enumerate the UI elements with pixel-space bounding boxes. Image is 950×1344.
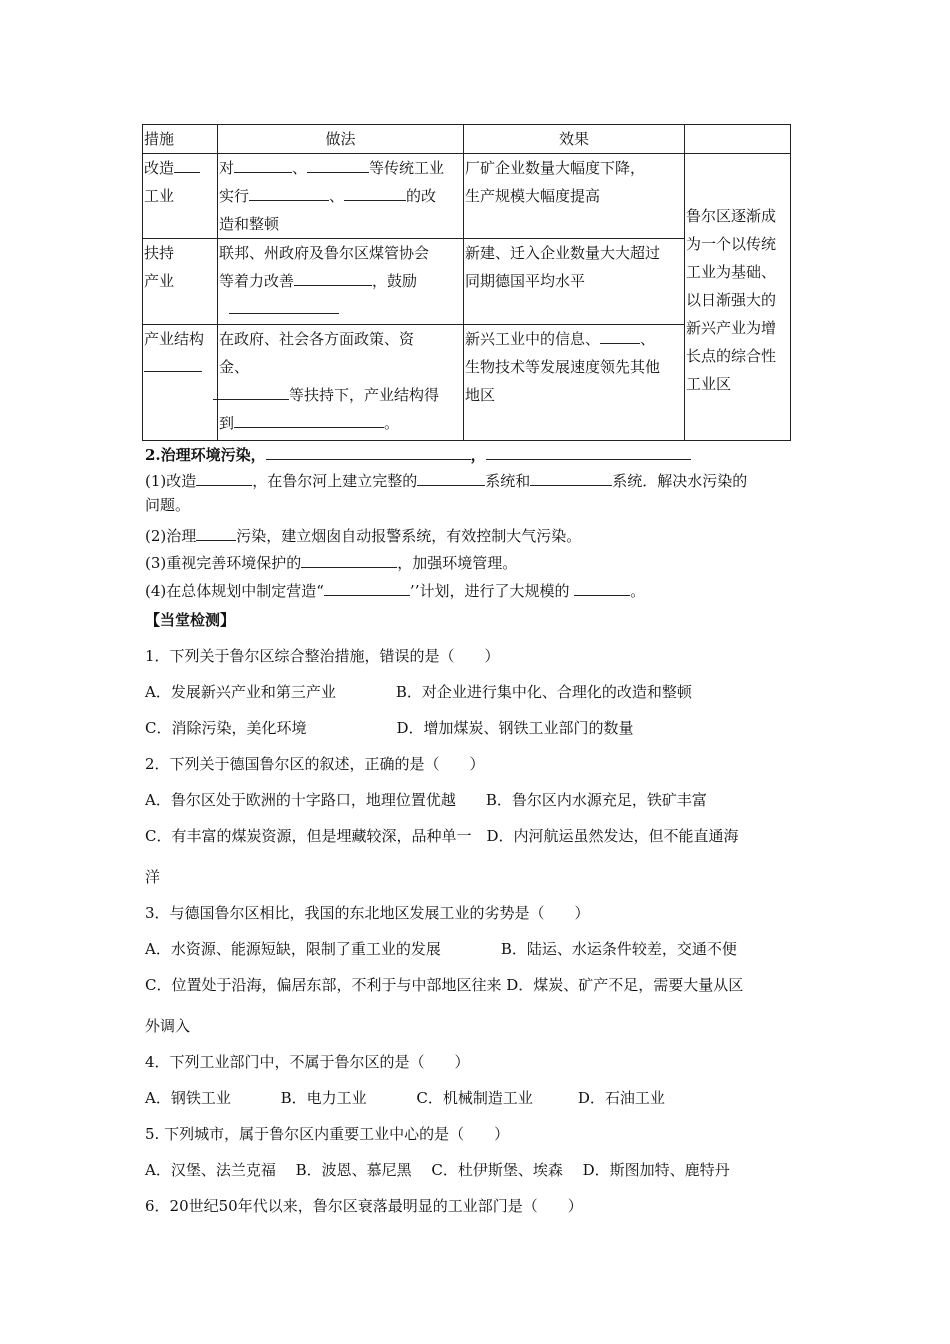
- header-effect: 效果: [464, 125, 685, 154]
- section2-item-1: (1)改造 ，在鲁尔河上建立完整的 系统和 系统．解决水污染的: [145, 467, 747, 492]
- fill-blank: [344, 182, 406, 201]
- test-line: A．钢铁工业 B．电力工业 C．机械制造工业 D．石油工业: [145, 1089, 665, 1107]
- fill-blank: [174, 154, 200, 173]
- fill-blank: [144, 353, 202, 372]
- test-line: 外调入: [145, 1017, 191, 1035]
- test-line: A．发展新兴产业和第三产业 B．对企业进行集中化、合理化的改造和整顿: [145, 683, 692, 701]
- result-cell: 鲁尔区逐渐成 为一个以传统 工业为基础、 以日渐强大的 新兴产业为增 长点的综合性 工业区: [685, 154, 791, 441]
- measure-cell: 产业结构: [143, 325, 218, 441]
- section2-item-1-cont: 问题。: [145, 496, 191, 514]
- fill-blank: [234, 154, 292, 173]
- fill-blank: [196, 522, 236, 541]
- measures-table: [142, 124, 791, 441]
- section2-title: 2.治理环境污染， ，: [145, 441, 691, 466]
- section2-item-4: (4)在总体规划中制定营造“ ’’计划，进行了大规模的 。: [145, 577, 645, 602]
- fill-blank: [574, 577, 630, 596]
- test-heading: 【当堂检测】: [145, 611, 236, 629]
- test-line: 3．与德国鲁尔区相比，我国的东北地区发展工业的劣势是（ ）: [145, 904, 590, 922]
- test-line: A．水资源、能源短缺，限制了重工业的发展 B．陆运、水运条件较差，交通不便: [145, 940, 737, 958]
- fill-blank: [486, 441, 691, 460]
- header-empty: [685, 125, 791, 154]
- test-line: 5. 下列城市，属于鲁尔区内重要工业中心的是（ ）: [145, 1125, 510, 1143]
- method-cell: 对 、 等传统工业 实行 、 的改 造和整顿: [218, 154, 464, 239]
- test-line: C．消除污染，美化环境 D．增加煤炭、钢铁工业部门的数量: [145, 719, 634, 737]
- test-line: 洋: [145, 868, 161, 886]
- effect-cell: 新兴工业中的信息、 、 生物技术等发展速度领先其他 地区: [464, 325, 685, 441]
- fill-blank: [301, 549, 397, 568]
- fill-blank: [266, 441, 471, 460]
- test-line: 4．下列工业部门中，不属于鲁尔区的是（ ）: [145, 1053, 470, 1071]
- table-row: [143, 154, 791, 239]
- method-cell: 联邦、州政府及鲁尔区煤管协会 等着力改善 ，鼓励: [218, 239, 464, 325]
- test-line: C．有丰富的煤炭资源，但是埋藏较深，品种单一 D．内河航运虽然发达，但不能直通海: [145, 827, 739, 845]
- test-line: C．位置处于沿海，偏居东部，不利于与中部地区往来 D．煤炭、矿产不足，需要大量从区: [145, 976, 744, 994]
- fill-blank: [417, 467, 485, 486]
- fill-blank: [530, 467, 612, 486]
- measure-cell: 扶持 产业: [143, 239, 218, 325]
- effect-cell: 厂矿企业数量大幅度下降， 生产规模大幅度提高: [464, 154, 685, 239]
- test-line: 1．下列关于鲁尔区综合整治措施，错误的是（ ）: [145, 647, 500, 665]
- measure-cell: 改造 工业: [143, 154, 218, 239]
- fill-blank: [234, 409, 384, 428]
- test-line: A．鲁尔区处于欧洲的十字路口，地理位置优越 B．鲁尔区内水源充足，铁矿丰富: [145, 791, 707, 809]
- header-method: 做法: [218, 125, 464, 154]
- fill-blank: [229, 295, 339, 314]
- method-cell: 在政府、社会各方面政策、资 金、 等扶持下，产业结构得 到 。: [218, 325, 464, 441]
- fill-blank: [324, 577, 410, 596]
- test-line: 6．20世纪50年代以来，鲁尔区衰落最明显的工业部门是（ ）: [145, 1197, 583, 1215]
- fill-blank: [196, 467, 252, 486]
- fill-blank: [307, 154, 369, 173]
- header-measure: 措施: [143, 125, 218, 154]
- test-line: A．汉堡、法兰克福 B．波恩、慕尼黑 C．杜伊斯堡、埃森 D．斯图加特、鹿特丹: [145, 1161, 730, 1179]
- fill-blank: [600, 325, 640, 344]
- effect-cell: 新建、迁入企业数量大大超过 同期德国平均水平: [464, 239, 685, 325]
- section2-item-3: (3)重视完善环境保护的 ，加强环境管理。: [145, 549, 517, 574]
- fill-blank: [249, 182, 329, 201]
- fill-blank: [213, 381, 289, 400]
- section2-item-2: (2)治理 污染，建立烟囱自动报警系统，有效控制大气污染。: [145, 522, 581, 547]
- table-header-row: [143, 125, 791, 154]
- fill-blank: [294, 267, 372, 286]
- test-line: 2．下列关于德国鲁尔区的叙述，正确的是（ ）: [145, 755, 485, 773]
